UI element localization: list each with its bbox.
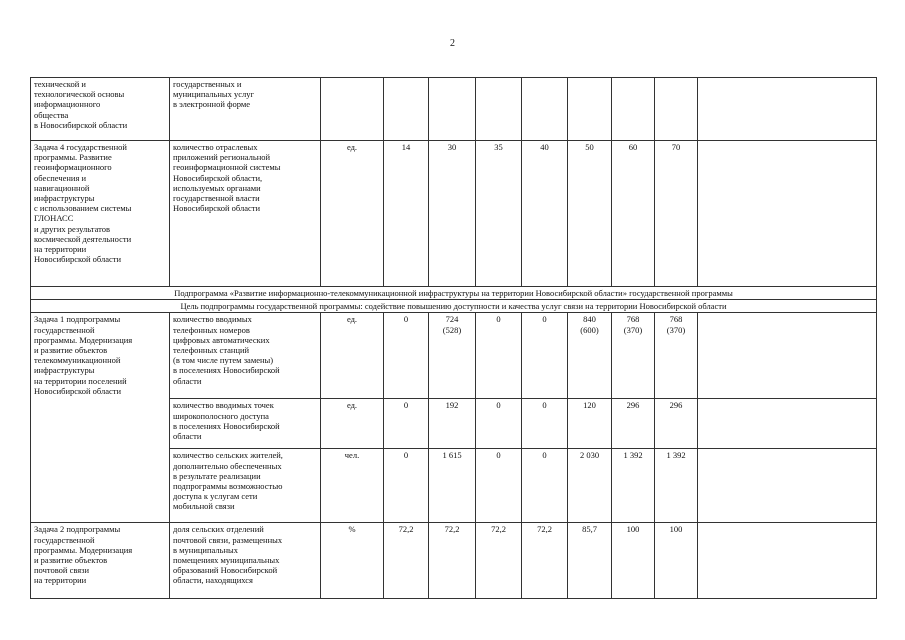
value-cell: 0: [384, 399, 429, 449]
value-cell: 768 (370): [612, 313, 655, 399]
value-cell: 1 392: [655, 449, 698, 523]
value-cell: 724 (528): [429, 313, 476, 399]
value-cell: 14: [384, 141, 429, 287]
task-cell: Задача 1 подпрограммы государственной программы. Модернизация и развитие объектов телекоммуникационной инфраструктуры на территории поселений Новосибирской области: [31, 313, 170, 523]
indicators-table: [30, 77, 877, 599]
value-cell: 40: [522, 141, 568, 287]
value-cell: 0: [522, 313, 568, 399]
value-cell: 2 030: [568, 449, 612, 523]
value-cell: 1 615: [429, 449, 476, 523]
task-cell: Задача 4 государственной программы. Развитие геоинформационного обеспечения и навигационной инфраструктуры с использованием системы ГЛОНАСС и других результатов космической деятельности на территории Новосибирской области: [31, 141, 170, 287]
value-cell: 30: [429, 141, 476, 287]
value-cell: 1 392: [612, 449, 655, 523]
value-cell: 296: [612, 399, 655, 449]
value-cell: 0: [522, 399, 568, 449]
task-cell: технической и технологической основы информационного общества в Новосибирской области: [31, 78, 170, 141]
value-cell: 100: [655, 523, 698, 599]
value-cell: 120: [568, 399, 612, 449]
value-cell: 296: [655, 399, 698, 449]
indicator-cell: количество вводимых точек широкополосного доступа в поселениях Новосибирской области: [170, 399, 321, 449]
unit-cell: ед.: [321, 141, 384, 287]
indicator-cell: государственных и муниципальных услуг в электронной форме: [170, 78, 321, 141]
table-row: [31, 313, 877, 399]
table-row: [31, 78, 877, 141]
subprogram-goal: Цель подпрограммы государственной программы: содействие повышению доступности и качества услуг связи на территории Новосибирской области: [31, 300, 877, 313]
table-row: [31, 300, 877, 313]
value-cell: 0: [476, 313, 522, 399]
value-cell: 0: [522, 449, 568, 523]
value-cell: 0: [384, 449, 429, 523]
unit-cell: %: [321, 523, 384, 599]
table-row: [31, 141, 877, 287]
unit-cell: ед.: [321, 399, 384, 449]
value-cell: 0: [476, 399, 522, 449]
value-cell: 72,2: [429, 523, 476, 599]
value-cell: 72,2: [522, 523, 568, 599]
value-cell: 72,2: [384, 523, 429, 599]
unit-cell: ед.: [321, 313, 384, 399]
indicator-cell: количество вводимых телефонных номеров цифровых автоматических телефонных станций (в том числе путем замены) в поселениях Новосибирской области: [170, 313, 321, 399]
value-cell: 768 (370): [655, 313, 698, 399]
page-number: 2: [450, 38, 455, 49]
subprogram-title: Подпрограмма «Развитие информационно-телекоммуникационной инфраструктуры на территории Новосибирской области» государственной программы: [31, 287, 877, 300]
value-cell: 0: [476, 449, 522, 523]
unit-cell: чел.: [321, 449, 384, 523]
value-cell: 85,7: [568, 523, 612, 599]
value-cell: 840 (600): [568, 313, 612, 399]
indicator-cell: доля сельских отделений почтовой связи, размещенных в муниципальных помещениях муниципальных образований Новосибирской области, находящихся: [170, 523, 321, 599]
task-cell: Задача 2 подпрограммы государственной программы. Модернизация и развитие объектов почтовой связи на территории: [31, 523, 170, 599]
table-row: [31, 523, 877, 599]
table-row: [31, 287, 877, 300]
value-cell: 60: [612, 141, 655, 287]
value-cell: 192: [429, 399, 476, 449]
value-cell: 70: [655, 141, 698, 287]
value-cell: 0: [384, 313, 429, 399]
value-cell: 50: [568, 141, 612, 287]
indicator-cell: количество отраслевых приложений региональной геоинформационной системы Новосибирской области, используемых органами государственной власти Новосибирской области: [170, 141, 321, 287]
value-cell: 35: [476, 141, 522, 287]
value-cell: 100: [612, 523, 655, 599]
value-cell: 72,2: [476, 523, 522, 599]
indicator-cell: количество сельских жителей, дополнительно обеспеченных в результате реализации подпрограммы возможностью доступа к услугам сети мобильной связи: [170, 449, 321, 523]
